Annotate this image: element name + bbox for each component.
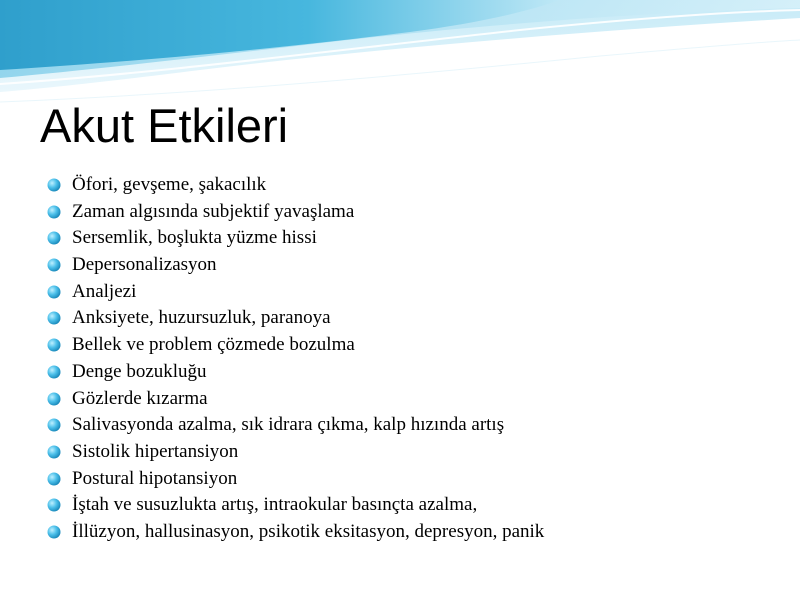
header-wave-decoration	[0, 0, 800, 110]
sphere-bullet-icon	[47, 285, 61, 299]
page-title: Akut Etkileri	[40, 99, 289, 152]
sphere-bullet-icon	[47, 498, 61, 512]
bullet-list	[47, 172, 544, 546]
bullet-item	[47, 359, 544, 386]
bullet-text: Sistolik hipertansiyon	[72, 440, 239, 462]
sphere-bullet-icon	[47, 525, 61, 539]
bullet-item	[47, 519, 544, 546]
sphere-bullet-icon	[47, 231, 61, 245]
sphere-bullet-icon	[47, 392, 61, 406]
bullet-item	[47, 305, 544, 332]
sphere-bullet-icon	[47, 472, 61, 486]
sphere-bullet-icon	[47, 365, 61, 379]
sphere-bullet-icon	[47, 258, 61, 272]
bullet-item	[47, 439, 544, 466]
bullet-text: Analjezi	[72, 280, 137, 302]
bullet-item	[47, 252, 544, 279]
bullet-item	[47, 172, 544, 199]
bullet-item	[47, 466, 544, 493]
bullet-text: Denge bozukluğu	[72, 360, 207, 382]
sphere-bullet-icon	[47, 178, 61, 192]
bullet-text: Öfori, gevşeme, şakacılık	[72, 174, 267, 195]
bullet-item	[47, 492, 544, 519]
bullet-item	[47, 225, 544, 252]
bullet-item	[47, 412, 544, 439]
bullet-text: Gözlerde kızarma	[72, 387, 208, 409]
bullet-item	[47, 199, 544, 226]
bullet-text: Salivasyonda azalma, sık idrara çıkma, kalp hızında artış	[72, 414, 505, 436]
sphere-bullet-icon	[47, 445, 61, 459]
bullet-text: Depersonalizasyon	[72, 254, 217, 276]
bullet-text: İştah ve susuzlukta artış, intraokular basınçta azalma,	[72, 494, 478, 516]
bullet-text: Zaman algısında subjektif yavaşlama	[72, 200, 355, 222]
sphere-bullet-icon	[47, 338, 61, 352]
bullet-text: Bellek ve problem çözmede bozulma	[72, 334, 355, 356]
bullet-item	[47, 386, 544, 413]
bullet-text: Postural hipotansiyon	[72, 467, 238, 489]
bullet-item	[47, 279, 544, 306]
bullet-item	[47, 332, 544, 359]
sphere-bullet-icon	[47, 205, 61, 219]
sphere-bullet-icon	[47, 418, 61, 432]
bullet-text: Anksiyete, huzursuzluk, paranoya	[72, 307, 331, 329]
sphere-bullet-icon	[47, 311, 61, 325]
bullet-text: İllüzyon, hallusinasyon, psikotik eksitasyon, depresyon, panik	[72, 520, 545, 542]
bullet-text: Sersemlik, boşlukta yüzme hissi	[72, 227, 317, 249]
